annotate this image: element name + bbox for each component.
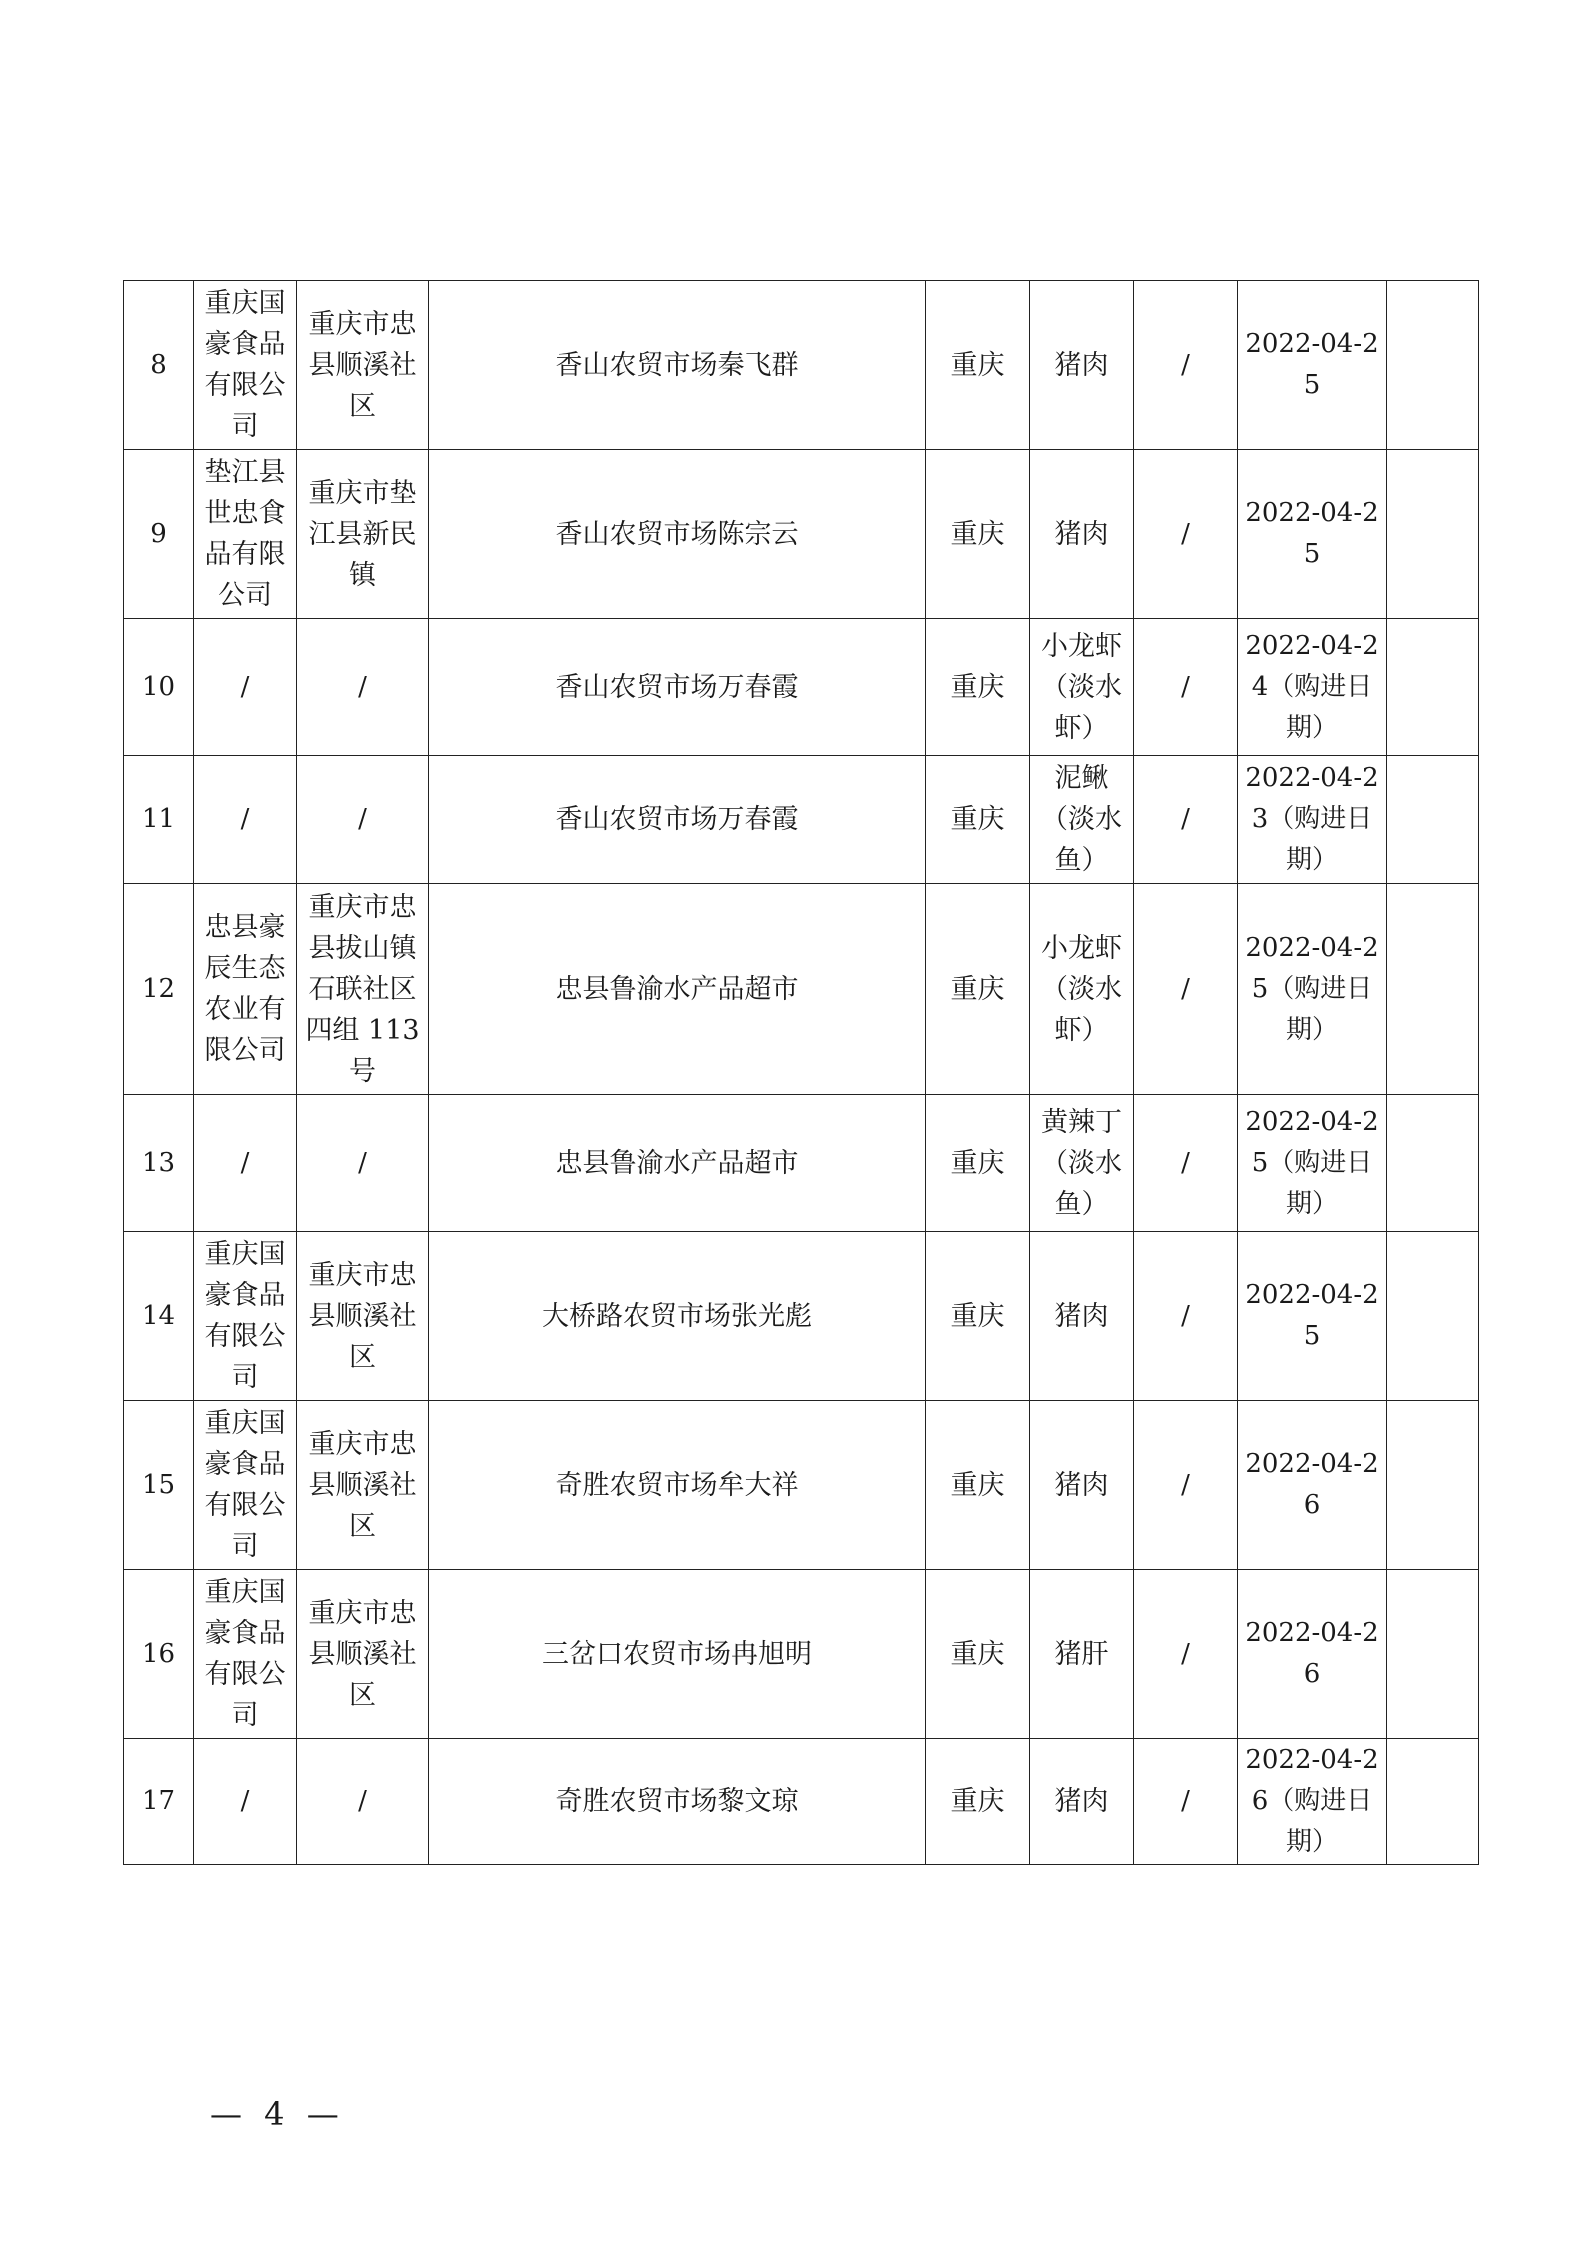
table-row xyxy=(124,1232,1479,1401)
row-number: 13 xyxy=(124,1095,194,1232)
sampled-unit: 忠县鲁渝水产品超市 xyxy=(429,1095,926,1232)
row-number: 16 xyxy=(124,1570,194,1739)
specification: / xyxy=(1134,619,1238,756)
product-name: 猪肉 xyxy=(1030,1401,1134,1570)
remarks-cell xyxy=(1387,1401,1479,1570)
table-body xyxy=(124,281,1479,1865)
sampled-unit: 奇胜农贸市场牟大祥 xyxy=(429,1401,926,1570)
production-date: 2022-04-26 xyxy=(1238,1401,1387,1570)
row-number: 10 xyxy=(124,619,194,756)
product-name: 猪肝 xyxy=(1030,1570,1134,1739)
manufacturer-address: 重庆市忠县顺溪社区 xyxy=(297,1232,429,1401)
table-row xyxy=(124,1570,1479,1739)
production-date: 2022-04-25（购进日期） xyxy=(1238,884,1387,1095)
row-number: 17 xyxy=(124,1739,194,1865)
specification: / xyxy=(1134,1570,1238,1739)
sampled-region: 重庆 xyxy=(926,1232,1030,1401)
manufacturer-address: / xyxy=(297,1739,429,1865)
sampled-region: 重庆 xyxy=(926,1401,1030,1570)
row-number: 8 xyxy=(124,281,194,450)
table-row xyxy=(124,884,1479,1095)
product-name: 猪肉 xyxy=(1030,1232,1134,1401)
specification: / xyxy=(1134,281,1238,450)
manufacturer-name: 重庆国豪食品有限公司 xyxy=(194,1570,297,1739)
sampled-unit: 香山农贸市场万春霞 xyxy=(429,619,926,756)
sampled-region: 重庆 xyxy=(926,1739,1030,1865)
manufacturer-address: / xyxy=(297,619,429,756)
manufacturer-name: 垫江县世忠食品有限公司 xyxy=(194,450,297,619)
specification: / xyxy=(1134,884,1238,1095)
specification: / xyxy=(1134,1095,1238,1232)
sampled-region: 重庆 xyxy=(926,619,1030,756)
table-row xyxy=(124,1739,1479,1865)
manufacturer-name: 重庆国豪食品有限公司 xyxy=(194,281,297,450)
specification: / xyxy=(1134,1739,1238,1865)
sampled-unit: 香山农贸市场陈宗云 xyxy=(429,450,926,619)
specification: / xyxy=(1134,756,1238,884)
table-row xyxy=(124,281,1479,450)
sampled-unit: 香山农贸市场万春霞 xyxy=(429,756,926,884)
product-name: 小龙虾（淡水虾） xyxy=(1030,884,1134,1095)
remarks-cell xyxy=(1387,884,1479,1095)
remarks-cell xyxy=(1387,281,1479,450)
table-row xyxy=(124,1095,1479,1232)
row-number: 15 xyxy=(124,1401,194,1570)
row-number: 12 xyxy=(124,884,194,1095)
remarks-cell xyxy=(1387,1095,1479,1232)
table-row xyxy=(124,450,1479,619)
remarks-cell xyxy=(1387,1739,1479,1865)
production-date: 2022-04-25 xyxy=(1238,281,1387,450)
table-row xyxy=(124,619,1479,756)
manufacturer-address: / xyxy=(297,1095,429,1232)
page-number: — 4 — xyxy=(210,2095,345,2133)
sampled-unit: 大桥路农贸市场张光彪 xyxy=(429,1232,926,1401)
product-name: 泥鳅（淡水鱼） xyxy=(1030,756,1134,884)
specification: / xyxy=(1134,1401,1238,1570)
remarks-cell xyxy=(1387,1232,1479,1401)
manufacturer-address: 重庆市垫江县新民镇 xyxy=(297,450,429,619)
product-name: 猪肉 xyxy=(1030,1739,1134,1865)
row-number: 9 xyxy=(124,450,194,619)
sampled-region: 重庆 xyxy=(926,281,1030,450)
sampled-unit: 奇胜农贸市场黎文琼 xyxy=(429,1739,926,1865)
production-date: 2022-04-24（购进日期） xyxy=(1238,619,1387,756)
sampling-results-table xyxy=(123,280,1479,1865)
product-name: 小龙虾（淡水虾） xyxy=(1030,619,1134,756)
manufacturer-name: 忠县豪辰生态农业有限公司 xyxy=(194,884,297,1095)
specification: / xyxy=(1134,1232,1238,1401)
row-number: 14 xyxy=(124,1232,194,1401)
table-row xyxy=(124,756,1479,884)
manufacturer-name: 重庆国豪食品有限公司 xyxy=(194,1232,297,1401)
table-row xyxy=(124,1401,1479,1570)
sampled-region: 重庆 xyxy=(926,756,1030,884)
sampled-unit: 香山农贸市场秦飞群 xyxy=(429,281,926,450)
manufacturer-address: 重庆市忠县顺溪社区 xyxy=(297,281,429,450)
sampled-region: 重庆 xyxy=(926,450,1030,619)
manufacturer-name: 重庆国豪食品有限公司 xyxy=(194,1401,297,1570)
manufacturer-address: / xyxy=(297,756,429,884)
product-name: 猪肉 xyxy=(1030,281,1134,450)
sampled-unit: 忠县鲁渝水产品超市 xyxy=(429,884,926,1095)
remarks-cell xyxy=(1387,756,1479,884)
sampled-region: 重庆 xyxy=(926,884,1030,1095)
manufacturer-address: 重庆市忠县拔山镇石联社区四组 113 号 xyxy=(297,884,429,1095)
sampled-region: 重庆 xyxy=(926,1095,1030,1232)
production-date: 2022-04-23（购进日期） xyxy=(1238,756,1387,884)
manufacturer-name: / xyxy=(194,1739,297,1865)
manufacturer-name: / xyxy=(194,619,297,756)
production-date: 2022-04-26 xyxy=(1238,1570,1387,1739)
production-date: 2022-04-25 xyxy=(1238,1232,1387,1401)
manufacturer-name: / xyxy=(194,756,297,884)
remarks-cell xyxy=(1387,1570,1479,1739)
production-date: 2022-04-25 xyxy=(1238,450,1387,619)
production-date: 2022-04-25（购进日期） xyxy=(1238,1095,1387,1232)
row-number: 11 xyxy=(124,756,194,884)
sampled-unit: 三岔口农贸市场冉旭明 xyxy=(429,1570,926,1739)
manufacturer-address: 重庆市忠县顺溪社区 xyxy=(297,1570,429,1739)
manufacturer-address: 重庆市忠县顺溪社区 xyxy=(297,1401,429,1570)
manufacturer-name: / xyxy=(194,1095,297,1232)
remarks-cell xyxy=(1387,450,1479,619)
product-name: 黄辣丁（淡水鱼） xyxy=(1030,1095,1134,1232)
remarks-cell xyxy=(1387,619,1479,756)
specification: / xyxy=(1134,450,1238,619)
product-name: 猪肉 xyxy=(1030,450,1134,619)
sampled-region: 重庆 xyxy=(926,1570,1030,1739)
production-date: 2022-04-26（购进日期） xyxy=(1238,1739,1387,1865)
